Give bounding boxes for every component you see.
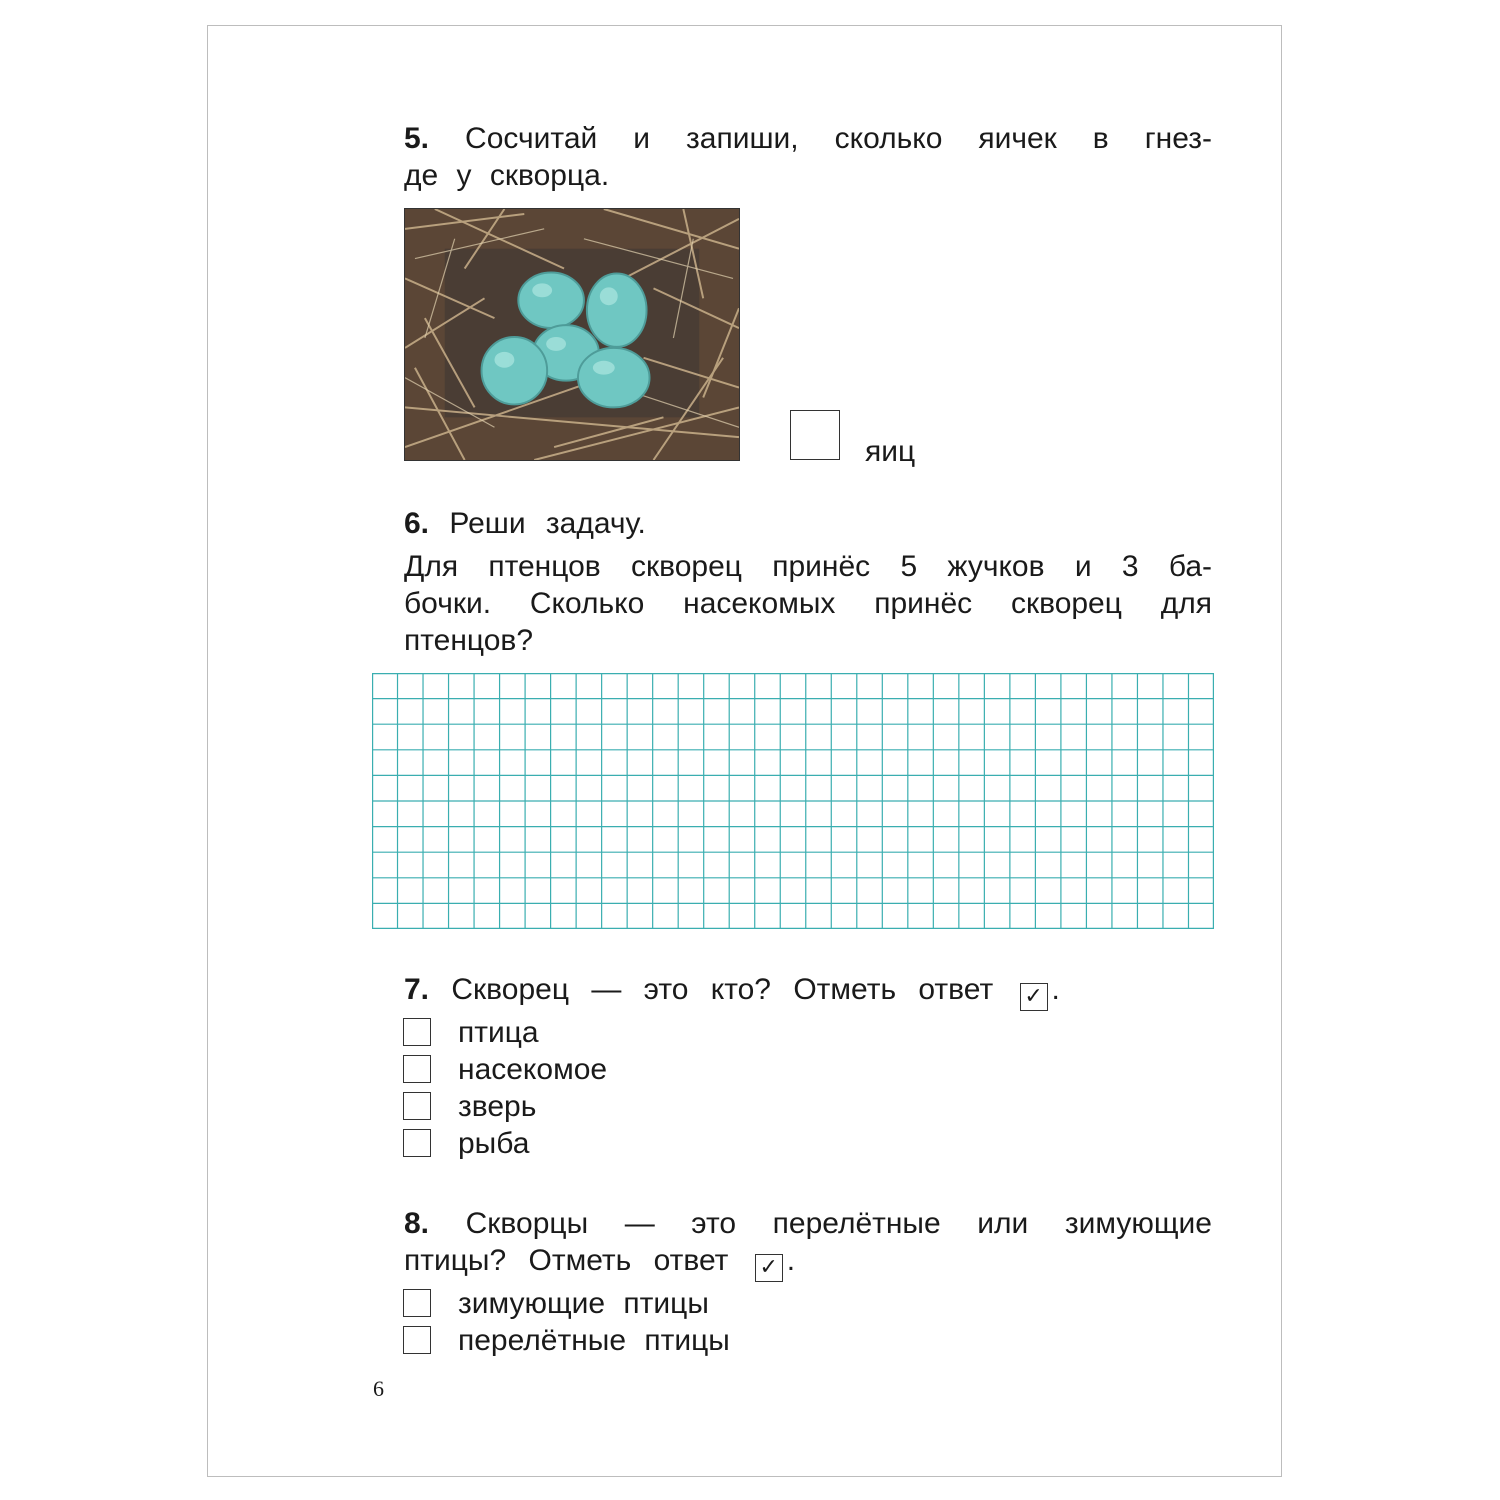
- task6-line2: бочки. Сколько насекомых принёс скворец для: [404, 587, 1212, 620]
- task5-text: Сосчитай и запиши, сколько яичек в гнез-: [465, 122, 1213, 155]
- option-checkbox-fish[interactable]: [403, 1129, 431, 1157]
- nest-eggs-photo: [404, 208, 740, 461]
- task6-number: 6.: [404, 507, 430, 540]
- task6-line3: птенцов?: [404, 624, 534, 657]
- task8-line1: [404, 1205, 1212, 1242]
- option-label-insect: насекомое: [458, 1053, 608, 1086]
- task5-line1: [404, 120, 1212, 157]
- option-label-migratory: перелётные птицы: [458, 1324, 730, 1357]
- task6-title: Реши задачу.: [449, 507, 646, 540]
- option-checkbox-wintering[interactable]: [403, 1289, 431, 1317]
- option-label-wintering: зимующие птицы: [458, 1287, 709, 1320]
- option-label-bird: птица: [458, 1016, 539, 1049]
- option-label-fish: рыба: [458, 1127, 530, 1160]
- task5-line2: де у скворца.: [404, 159, 610, 192]
- answer-unit-label: яиц: [865, 435, 916, 468]
- task6-line1: Для птенцов скворец принёс 5 жучков и 3 ба-: [404, 550, 1212, 583]
- option-checkbox-beast[interactable]: [403, 1092, 431, 1120]
- check-sample-icon-2: ✓: [755, 1254, 783, 1282]
- option-checkbox-migratory[interactable]: [403, 1326, 431, 1354]
- task7-question-line: 7. Скворец — это кто? Отметь ответ ✓ .: [404, 973, 1060, 1009]
- check-sample-icon: ✓: [1020, 983, 1048, 1011]
- task7-number: 7.: [404, 973, 430, 1006]
- option-checkbox-bird[interactable]: [403, 1018, 431, 1046]
- task8-line2: птицы? Отметь ответ ✓ .: [404, 1244, 796, 1280]
- answer-grid[interactable]: [372, 673, 1214, 929]
- egg-count-input[interactable]: [790, 410, 840, 460]
- task7-question: Скворец — это кто? Отметь ответ: [451, 973, 994, 1006]
- page-number: 6: [373, 1376, 384, 1401]
- task5-number: 5.: [404, 122, 430, 155]
- task8-text: Скворцы — это перелётные или зимующие: [465, 1207, 1212, 1240]
- option-checkbox-insect[interactable]: [403, 1055, 431, 1083]
- task8-text-2: птицы? Отметь ответ: [404, 1244, 729, 1277]
- task6-title-line: [404, 505, 646, 542]
- option-label-beast: зверь: [458, 1090, 537, 1123]
- task8-number: 8.: [404, 1207, 430, 1240]
